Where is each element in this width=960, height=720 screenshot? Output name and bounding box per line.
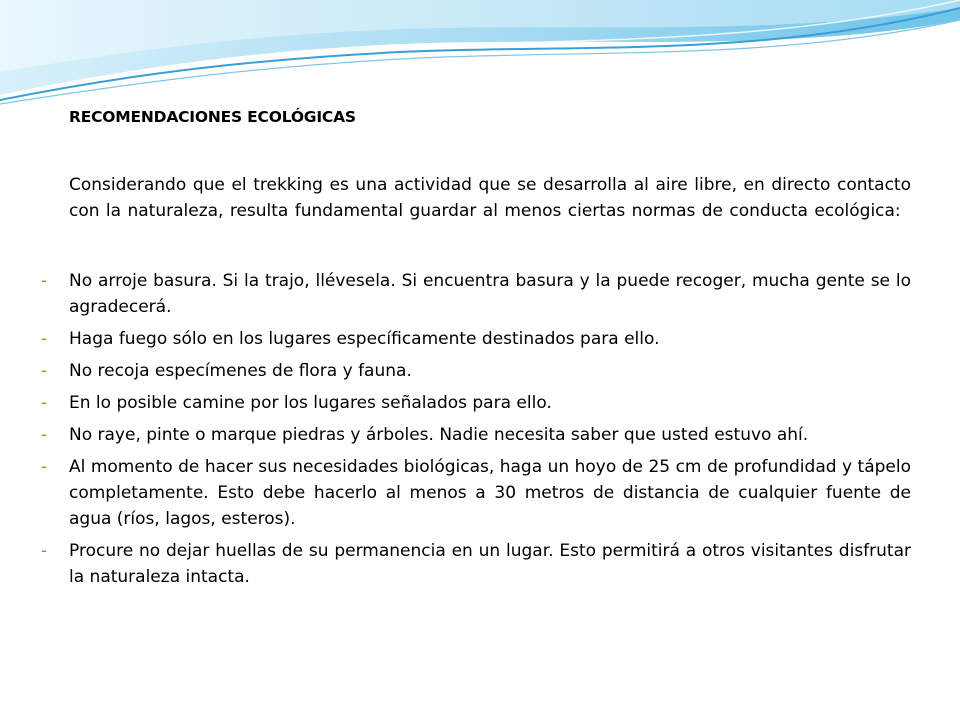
list-item-text: Procure no dejar huellas de su permanencia en un lugar. Esto permitirá a otros visitantes disfrutar la naturaleza intacta. — [69, 541, 911, 587]
bullet-dash: - — [41, 541, 48, 561]
list-item — [41, 538, 911, 590]
list-item — [41, 358, 911, 384]
intro-paragraph: Considerando que el trekking es una actividad que se desarrolla al aire libre, en directo contacto con la naturaleza, resulta fundamental guardar al menos ciertas normas de conducta ecológica: — [69, 175, 911, 221]
bullet-dash: - — [41, 271, 48, 291]
list-item — [41, 268, 911, 320]
recommendations-list — [41, 268, 911, 590]
list-item-text: No raye, pinte o marque piedras y árboles. Nadie necesita saber que usted estuvo ahí. — [69, 425, 809, 445]
slide-content — [41, 104, 911, 596]
bullet-dash: - — [41, 329, 48, 349]
bullet-dash: - — [41, 361, 48, 381]
list-item — [41, 326, 911, 352]
list-item-text: No arroje basura. Si la trajo, llévesela. Si encuentra basura y la puede recoger, mucha gente se lo agradecerá. — [69, 271, 911, 317]
list-item — [41, 422, 911, 448]
bullet-dash: - — [41, 425, 48, 445]
wave-header-decoration — [0, 0, 960, 110]
list-item-text: En lo posible camine por los lugares señalados para ello. — [69, 393, 552, 413]
list-item-text: Al momento de hacer sus necesidades biológicas, haga un hoyo de 25 cm de profundidad y tápelo completamente. Esto debe hacerlo al menos a 30 metros de distancia de cualquier fuente de agua (ríos, lagos, esteros). — [69, 457, 911, 529]
list-item-text: Haga fuego sólo en los lugares específicamente destinados para ello. — [69, 329, 660, 349]
list-item — [41, 390, 911, 416]
slide-title: RECOMENDACIONES ECOLÓGICAS — [69, 108, 356, 126]
bullet-dash: - — [41, 457, 48, 477]
bullet-dash: - — [41, 393, 48, 413]
list-item-text: No recoja especímenes de flora y fauna. — [69, 361, 412, 381]
list-item — [41, 454, 911, 532]
